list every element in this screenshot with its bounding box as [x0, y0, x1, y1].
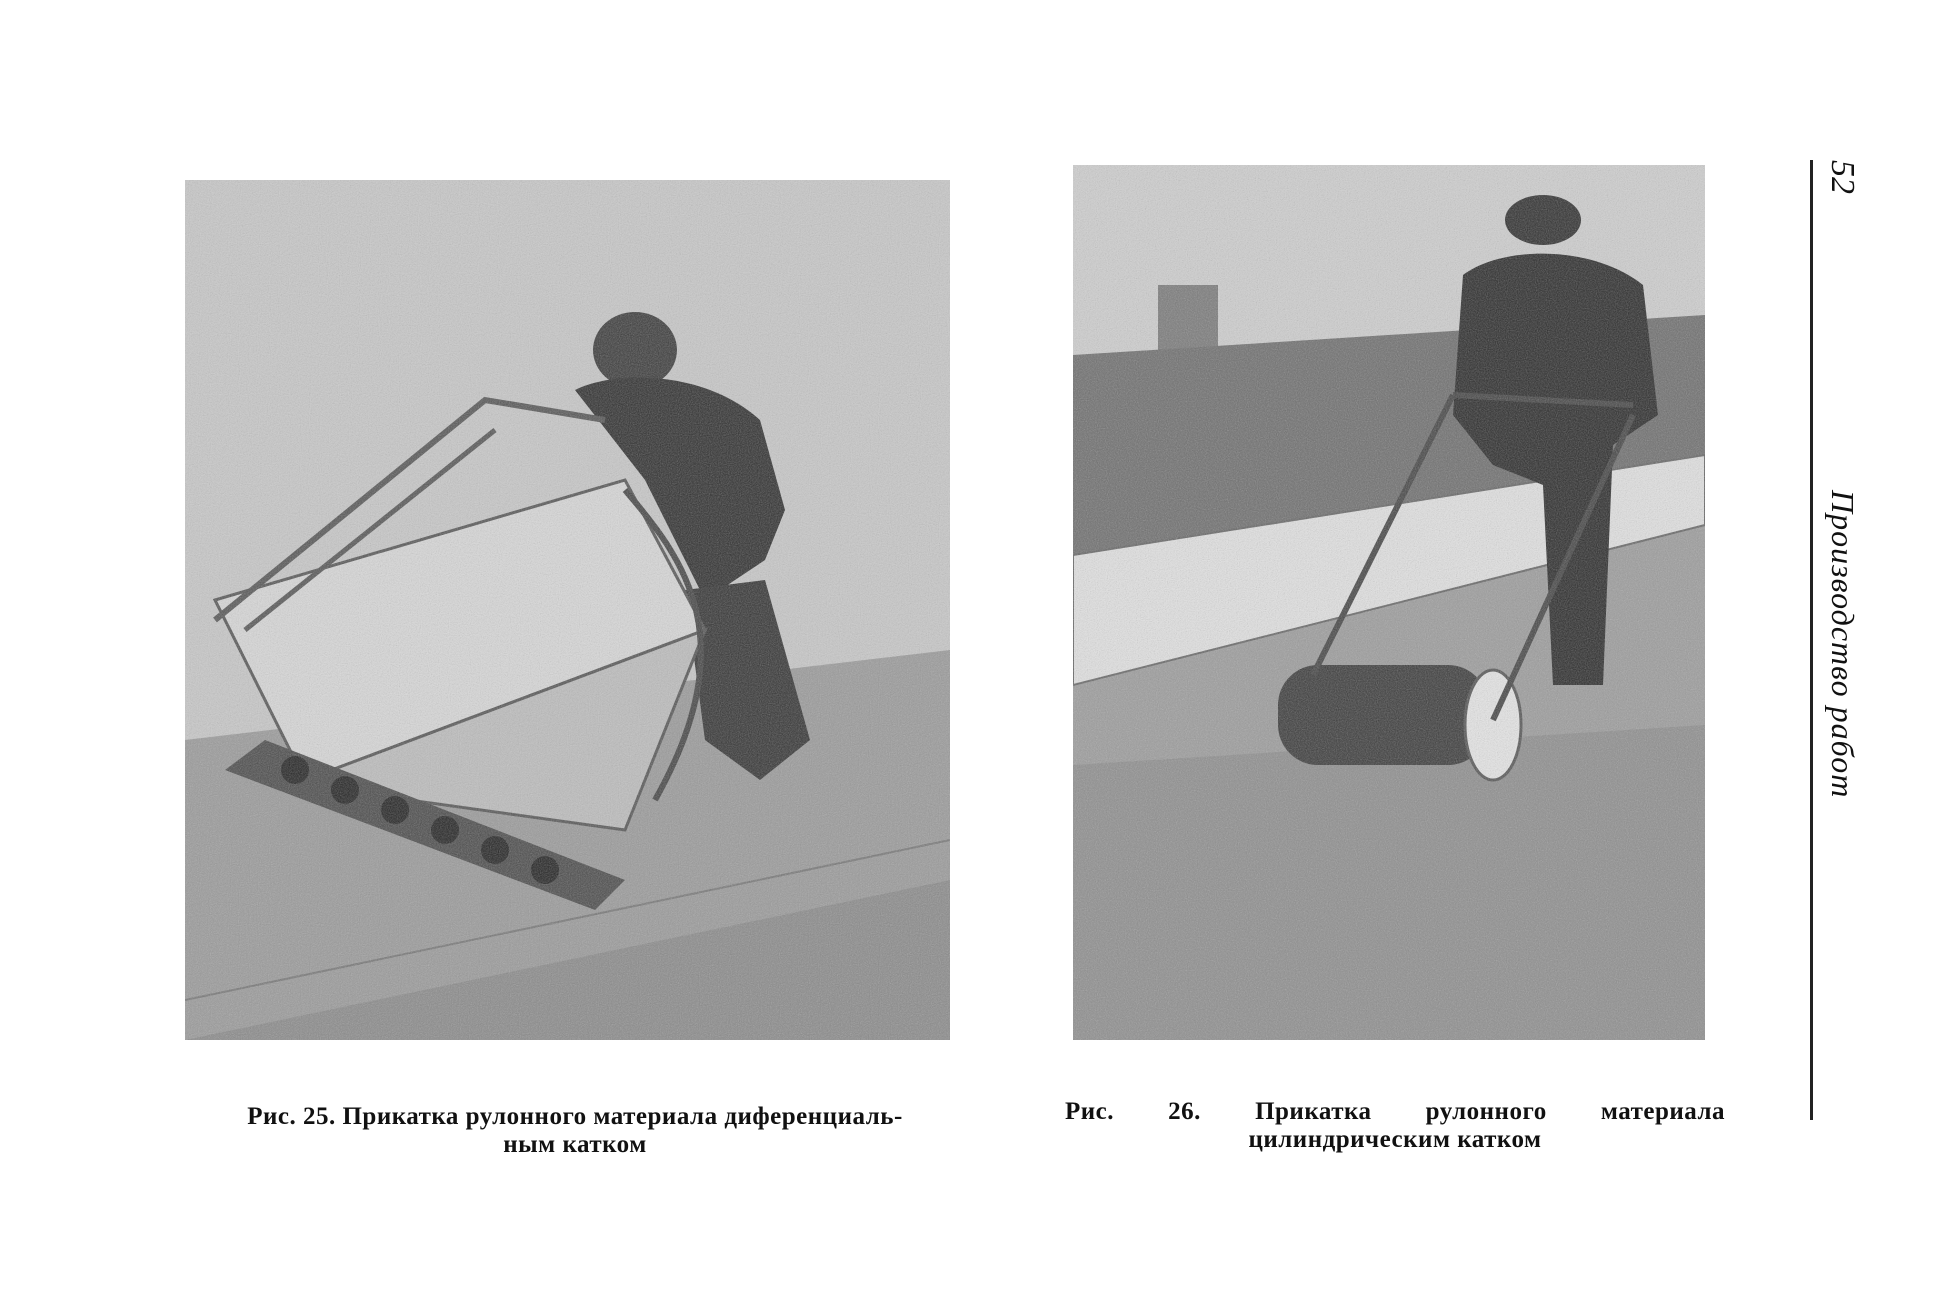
- figure-25-caption: [175, 1103, 975, 1159]
- section-title: Производство работ: [1825, 490, 1861, 799]
- running-head: [1820, 160, 1865, 1120]
- figure-25-caption-line-1: Рис. 25. Прикатка рулонного материала диференциаль-: [247, 1103, 903, 1130]
- figure-26-photo: [1073, 165, 1705, 1040]
- margin-rule: [1810, 160, 1813, 1120]
- figure-26-illustration: [1073, 165, 1705, 1040]
- figure-25-illustration: [185, 180, 950, 1040]
- figure-26-caption: [1065, 1098, 1725, 1154]
- figure-25-photo: [185, 180, 950, 1040]
- figure-25-caption-line-2: ным катком: [503, 1131, 647, 1158]
- page-number: 52: [1824, 160, 1861, 194]
- figure-26-caption-line-1: Рис. 26. Прикатка рулонного материала: [1065, 1098, 1725, 1125]
- figure-26-caption-line-2: цилиндрическим катком: [1248, 1126, 1542, 1153]
